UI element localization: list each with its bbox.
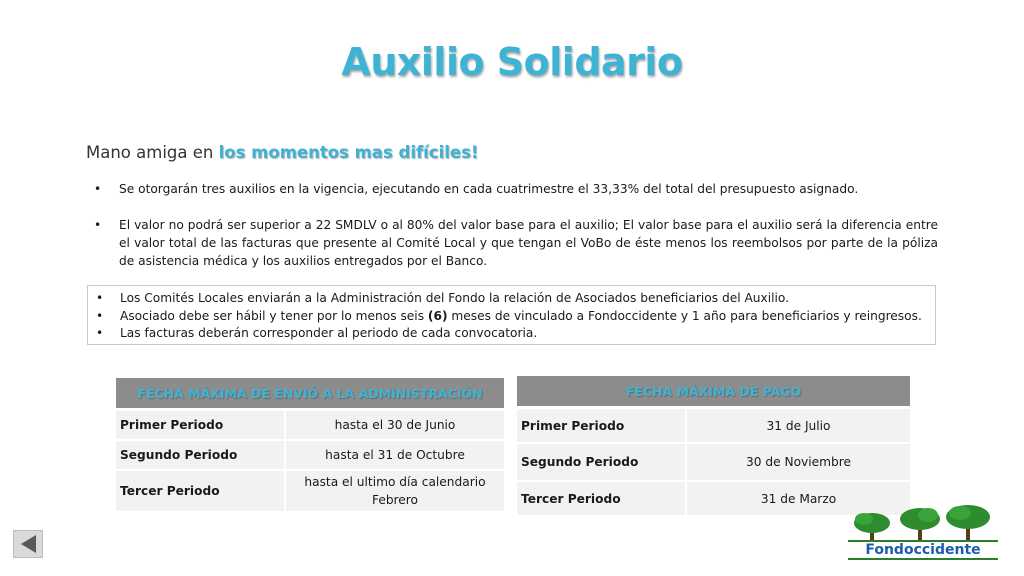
fondoccidente-logo [848,505,998,561]
fecha-cell: 31 de Marzo [687,482,910,517]
table-envio [116,378,504,513]
bullet-item: • Se otorgarán tres auxilios en la vigencia, ejecutando en cada cuatrimestre el 33,33% del total del presupuesto asignado. [86,180,938,198]
table-row [116,441,504,471]
back-button[interactable] [13,530,43,558]
table-pago [517,376,910,517]
fecha-cell: hasta el 30 de Junio [286,411,504,441]
subtitle-highlight: los momentos mas difíciles! [218,143,479,162]
box-bullet-text: meses de vinculado a Fondoccidente y 1 año para beneficiarios y reingresos. [447,308,922,323]
periodo-cell: Segundo Periodo [517,444,687,482]
box-bullet-item: • Los Comités Locales enviarán a la Administración del Fondo la relación de Asociados beneficiarios del Auxilio. [88,290,935,308]
slide-title: Auxilio Solidario [341,40,683,84]
triangle-left-icon [14,531,42,557]
table-row [517,409,910,444]
fecha-cell: hasta el 31 de Octubre [286,441,504,471]
box-bullet-bold: (6) [427,308,448,323]
bullet-item: • El valor no podrá ser superior a 22 SMDLV o al 80% del valor base para el auxilio; El valor base para el auxilio será la diferencia entre el valor total de las facturas que presente al Comité Local y que tengan el VoBo de éste menos los reembolsos por parte de la póliza de asistencia médica y los auxilios entregados por el Banco. [86,216,938,270]
periodo-cell: Primer Periodo [517,409,687,444]
periodo-cell: Tercer Periodo [116,471,286,513]
trees-icon [848,505,998,543]
table-envio-header: FECHA MÁXIMA DE ENVIÓ A LA ADMINISTRACIÓN [116,378,504,411]
periodo-cell: Tercer Periodo [517,482,687,517]
box-bullet-item [88,308,935,326]
fecha-cell: 30 de Noviembre [687,444,910,482]
fecha-cell: 31 de Julio [687,409,910,444]
logo-text: Fondoccidente [848,540,998,560]
bullet-list [86,180,938,270]
box-bullet-text: Asociado debe ser hábil y tener por lo menos seis [120,308,428,323]
table-pago-header: FECHA MÁXIMA DE PAGO [517,376,910,409]
periodo-cell: Segundo Periodo [116,441,286,471]
subtitle [86,143,478,162]
fecha-cell: hasta el ultimo día calendario Febrero [286,471,504,513]
table-row [116,411,504,441]
subtitle-prefix: Mano amiga en [86,143,219,162]
box-bullet-item: • Las facturas deberán corresponder al periodo de cada convocatoria. [88,325,935,343]
conditions-box [87,285,936,345]
table-row [116,471,504,513]
table-row [517,444,910,482]
periodo-cell: Primer Periodo [116,411,286,441]
